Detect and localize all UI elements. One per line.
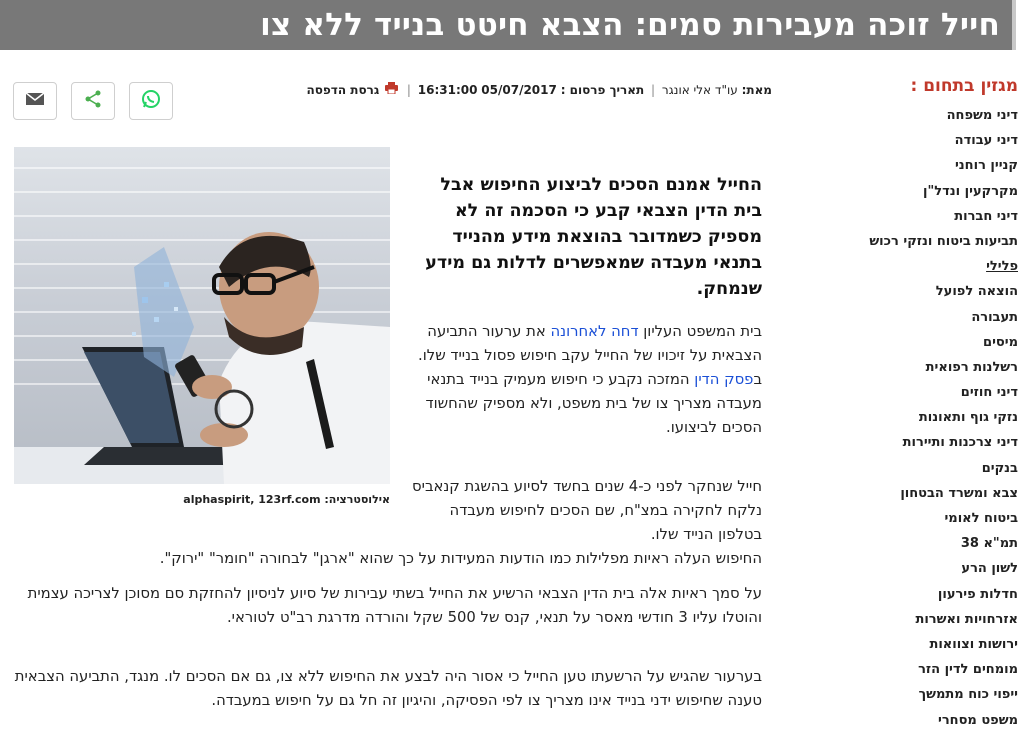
sidebar-item-injury[interactable]: נזקי גוף ותאונות (918, 410, 1018, 426)
sidebar-item-criminal[interactable]: פלילי (986, 259, 1018, 275)
sidebar-item-traffic[interactable]: תעבורה (971, 309, 1018, 325)
sidebar-heading: מגזין בתחום : (910, 76, 1018, 96)
sidebar-item-inheritance[interactable]: ירושות וצוואות (929, 636, 1018, 652)
sidebar-item-real-estate[interactable]: מקרקעין ונדל"ן (923, 183, 1018, 199)
share-icon (83, 89, 103, 113)
article-lead: החייל אמנם הסכים לביצוע החיפוש אבל בית הדין הצבאי קבע כי הסכמה זה לא מספיק כשמדובר בהוצאת מידע מהנייד בתנאי מעבדה שמאפשרים לדלות גם מידע שנמחק. (425, 175, 762, 299)
sidebar-item-banks[interactable]: בנקים (981, 460, 1018, 476)
sidebar-item-execution[interactable]: הוצאה לפועל (935, 284, 1018, 300)
sidebar-item-ip[interactable]: קניין רוחני (954, 158, 1018, 174)
article-paragraph-1 (410, 320, 762, 440)
printer-icon[interactable] (381, 83, 398, 97)
sidebar-item-national-insurance[interactable]: ביטוח לאומי (944, 511, 1018, 526)
print-version-link[interactable]: גרסת הדפסה (306, 83, 380, 97)
image-credit: אילוסטרציה: alphaspirit, 123rf.com (183, 493, 390, 506)
article-illustration (14, 147, 390, 484)
rejected-recently-link[interactable]: דחה לאחרונה (550, 323, 639, 340)
sidebar-list (852, 103, 1022, 733)
author-name[interactable]: עו"ד אלי אונגר (661, 83, 738, 97)
author-label: מאת: (741, 83, 772, 97)
sidebar-item-family[interactable]: דיני משפחה (946, 108, 1018, 123)
article-title: חייל זוכה מעבירות סמים: הצבא חיטט בנייד ללא צו (260, 7, 1000, 43)
sidebar-item-citizenship[interactable]: אזרחויות ואשרות (915, 611, 1018, 627)
article-paragraph-2b: החיפוש העלה ראיות מפלילות כמו הודעות המעידות על כך שהוא "ארגן" לבחורה "חומר" "ירוק". (159, 550, 762, 567)
sidebar-item-companies[interactable]: דיני חברות (954, 208, 1018, 224)
email-icon (25, 91, 45, 111)
article-meta (288, 82, 772, 97)
sidebar-item-malpractice[interactable]: רשלנות רפואית (925, 359, 1018, 375)
sidebar-item-commercial[interactable]: משפט מסחרי (938, 712, 1018, 728)
sidebar (852, 76, 1022, 733)
whatsapp-share-button[interactable] (129, 82, 173, 120)
sidebar-item-contracts[interactable]: דיני חוזים (960, 385, 1018, 401)
paragraph-text: את ערעור התביעה הצבאית על זיכויו של החייל עקב חיפוש פסול בנייד שלו. ב (418, 323, 762, 388)
sidebar-item-taxes[interactable]: מיסים (983, 334, 1018, 350)
sidebar-item-labor[interactable]: דיני עבודה (954, 133, 1018, 149)
title-bar (0, 0, 1016, 50)
article-paragraph-2a: חייל שנחקר לפני כ-4 שנים בחשד לסיוע בהשגת קנאביס נלקח לחקירה במצ"ח, שם הסכים לחיפוש מעבדה בטלפון הנייד שלו. (412, 478, 762, 543)
share-button[interactable] (71, 82, 115, 120)
publish-time: 16:31:00 (417, 83, 478, 97)
article-paragraph-4: בערעור שהגיש על הרשעתו טען החייל כי אסור היה לבצע את החיפוש ללא צו, גם אם הסכים לו. מנגד, התביעה הצבאית טענה שחיפוש ידני בנייד אינו מצריך צו לפי הפסיקה, והיגיון זה חל גם על חיפוש במעבדה. (14, 668, 762, 709)
sidebar-item-power-of-attorney[interactable]: ייפוי כוח מתמשך (918, 687, 1018, 703)
sidebar-item-foreign-law[interactable]: מומחים לדין הזר (918, 662, 1018, 678)
sidebar-item-defamation[interactable]: לשון הרע (961, 561, 1018, 577)
verdict-link[interactable]: פסק הדין (694, 371, 754, 388)
sidebar-item-insolvency[interactable]: חדלות פירעון (937, 586, 1018, 602)
sidebar-item-consumer[interactable]: דיני צרכנות ותיירות (902, 435, 1018, 451)
email-share-button[interactable] (13, 82, 57, 120)
meta-divider: | (406, 83, 411, 97)
date-label: תאריך פרסום : (560, 83, 645, 97)
publish-date: 05/07/2017 (481, 83, 557, 97)
sidebar-item-army[interactable]: צבא ומשרד הבטחון (900, 485, 1018, 501)
meta-divider: | (651, 83, 656, 97)
paragraph-text: בית המשפט העליון (638, 323, 762, 340)
sidebar-item-tama38[interactable]: תמ"א 38 (960, 536, 1018, 552)
paragraph-text: המזכה נקבע כי חיפוש מעמיק בנייד בתנאי מעבדה מצריך צו של בית משפט, ולא מספיק שהחשוד הסכים לביצועו. (425, 371, 762, 436)
sidebar-item-insurance[interactable]: תביעות ביטוח ונזקי רכוש (869, 233, 1018, 249)
whatsapp-icon (141, 89, 161, 113)
article-paragraph-3: על סמך ראיות אלה בית הדין הצבאי הרשיע את החייל בשתי עבירות של סיוע לניסיון להחזקת סם מסוכן לצריכה עצמית והוטלו עליו 3 חודשי מאסר על תנאי, קנס של 500 שקל והורדה מדרגת רב"ט לטוראי. (27, 585, 762, 626)
